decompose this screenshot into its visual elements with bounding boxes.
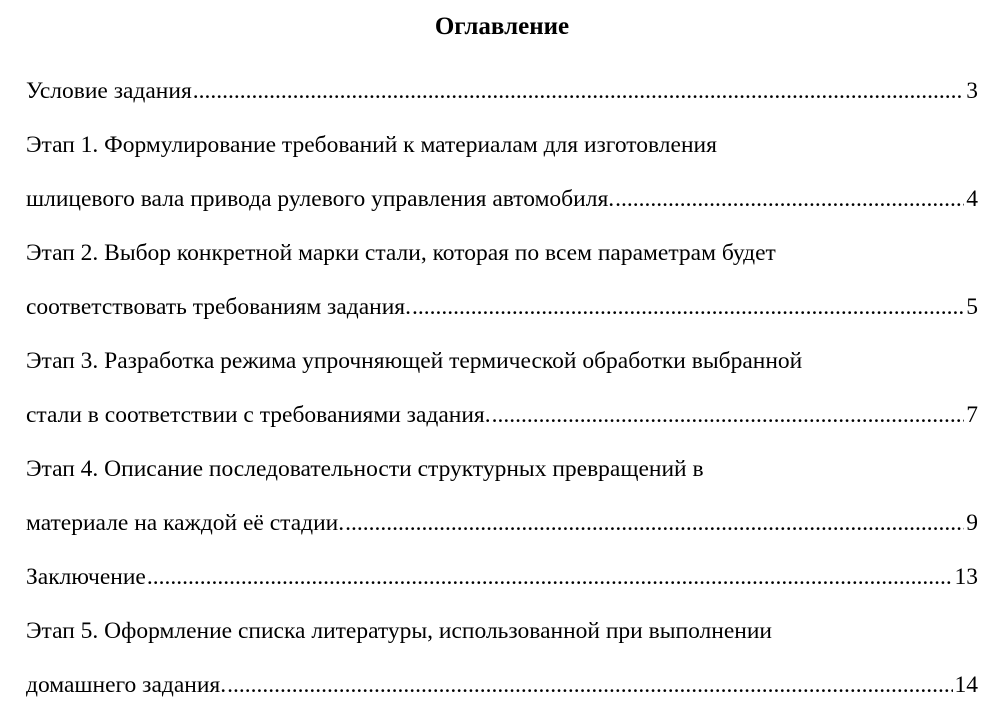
toc-entry-text: стали в соответствии с требованиями задания. [26,402,491,428]
toc-entry-text: материале на каждой её стадии. [26,510,345,536]
toc-entry-text: Этап 4. Описание последовательности структурных превращений в [26,456,704,482]
toc-title: Оглавление [434,13,570,40]
toc-page-number: 9 [966,510,978,536]
toc-leader-dots [412,280,964,334]
toc-entry-condition[interactable] [26,64,978,118]
toc-entry-text: Условие задания [26,78,192,104]
toc-entry-text: шлицевого вала привода рулевого управления автомобиля. [26,186,615,212]
toc-page-number: 5 [966,294,978,320]
toc-entry-line [26,658,978,712]
toc-leader-dots [492,388,965,442]
toc-leader-dots [147,550,953,604]
toc-entry-text: Этап 3. Разработка режима упрочняющей термической обработки выбранной [26,348,803,374]
toc-entry-line [26,496,978,550]
toc-entry-text: домашнего задания. [26,672,227,698]
toc-entry-line [26,550,978,604]
toc-leader-dots [193,64,964,118]
toc-page-number: 3 [966,78,978,104]
table-of-contents [26,0,978,712]
toc-entry-conclusion[interactable] [26,550,978,604]
toc-entry-text: Этап 2. Выбор конкретной марки стали, которая по всем параметрам будет [26,240,776,266]
toc-entry-line [26,388,978,442]
toc-page-number: 4 [966,186,978,212]
toc-entry-text: Этап 1. Формулирование требований к материалам для изготовления [26,132,717,158]
toc-entry-stage-3[interactable] [26,334,978,442]
toc-page-number: 14 [954,672,978,698]
toc-entry-line [26,172,978,226]
toc-leader-dots [227,658,952,712]
toc-entry-stage-1[interactable] [26,118,978,226]
toc-entry-line [26,280,978,334]
toc-entry-stage-2[interactable] [26,226,978,334]
toc-page-number: 7 [966,402,978,428]
toc-entry-text: Заключение [26,564,146,590]
toc-entry-stage-4[interactable] [26,442,978,550]
toc-entry-stage-5[interactable] [26,604,978,712]
toc-entry-line [26,64,978,118]
toc-entry-text: соответствовать требованиям задания. [26,294,411,320]
toc-leader-dots [615,172,964,226]
toc-page-number: 13 [954,564,978,590]
toc-leader-dots [345,496,964,550]
toc-entry-text: Этап 5. Оформление списка литературы, использованной при выполнении [26,618,772,644]
